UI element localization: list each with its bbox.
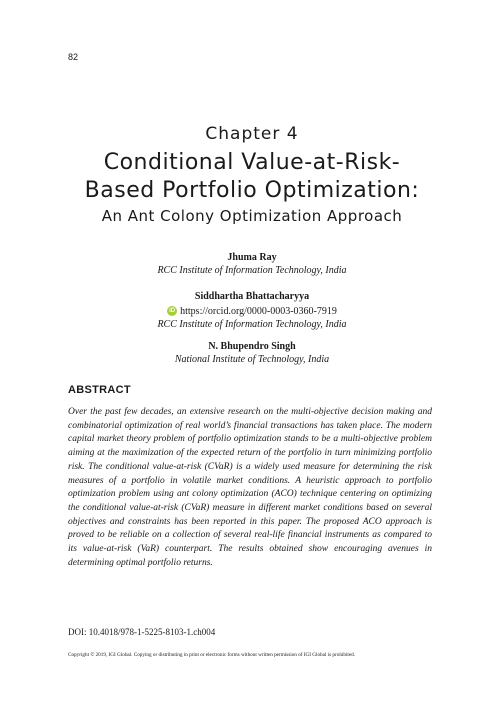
chapter-title: [40, 149, 464, 205]
author-name: Siddhartha Bhattacharyya: [194, 291, 310, 302]
author-block: [0, 290, 504, 331]
orcid-url[interactable]: https://orcid.org/0000-0003-0360-7919: [180, 305, 337, 317]
abstract-heading: ABSTRACT: [68, 384, 131, 396]
copyright-notice: Copyright © 2019, IGI Global. Copying or distributing in print or electronic forms without written permission of IGI Global is prohibited.: [68, 652, 356, 658]
chapter-label: Chapter 4: [205, 124, 299, 144]
chapter-subtitle: An Ant Colony Optimization Approach: [101, 207, 403, 225]
title-line: Conditional Value-at-Risk-: [103, 150, 401, 175]
doi: DOI: 10.4018/978-1-5225-8103-1.ch004: [68, 627, 216, 637]
author-name: N. Bhupendro Singh: [208, 341, 296, 352]
author-name: Jhuma Ray: [227, 252, 277, 263]
page-number: 82: [68, 52, 79, 62]
author-affiliation: RCC Institute of Information Technology, India: [157, 318, 347, 330]
orcid-link[interactable]: [167, 305, 337, 318]
title-line: Based Portfolio Optimization:: [84, 178, 420, 203]
author-affiliation: National Institute of Technology, India: [174, 354, 330, 365]
author-affiliation: RCC Institute of Information Technology, India: [157, 265, 347, 276]
abstract-text: Over the past few decades, an extensive research on the multi-objective decision making and combinatorial optimization of real world’s financial transactions has taken place. The modern capital market theory problem of portfolio optimization stands to be a multi-objective problem aiming at the maximization of the expected return of the portfolio in turn minimizing portfolio risk. The conditional value-at-risk (CVaR) is a widely used measure for determining the risk measures of a portfolio in volatile market conditions. A heuristic approach to portfolio optimization problem using ant colony optimization (ACO) technique centering on optimizing the conditional value-at-risk (CVaR) measure in different market conditions based on several objectives and constraints has been reported in this paper. The proposed ACO approach is proved to be reliable on a collection of several real-life financial instruments as compared to its value-at-risk (VaR) counterpart. The results obtained show encouraging avenues in determining optimal portfolio returns.: [68, 407, 432, 568]
author-block: [0, 251, 504, 277]
author-block: [0, 340, 504, 366]
orcid-icon: iD: [169, 308, 176, 314]
